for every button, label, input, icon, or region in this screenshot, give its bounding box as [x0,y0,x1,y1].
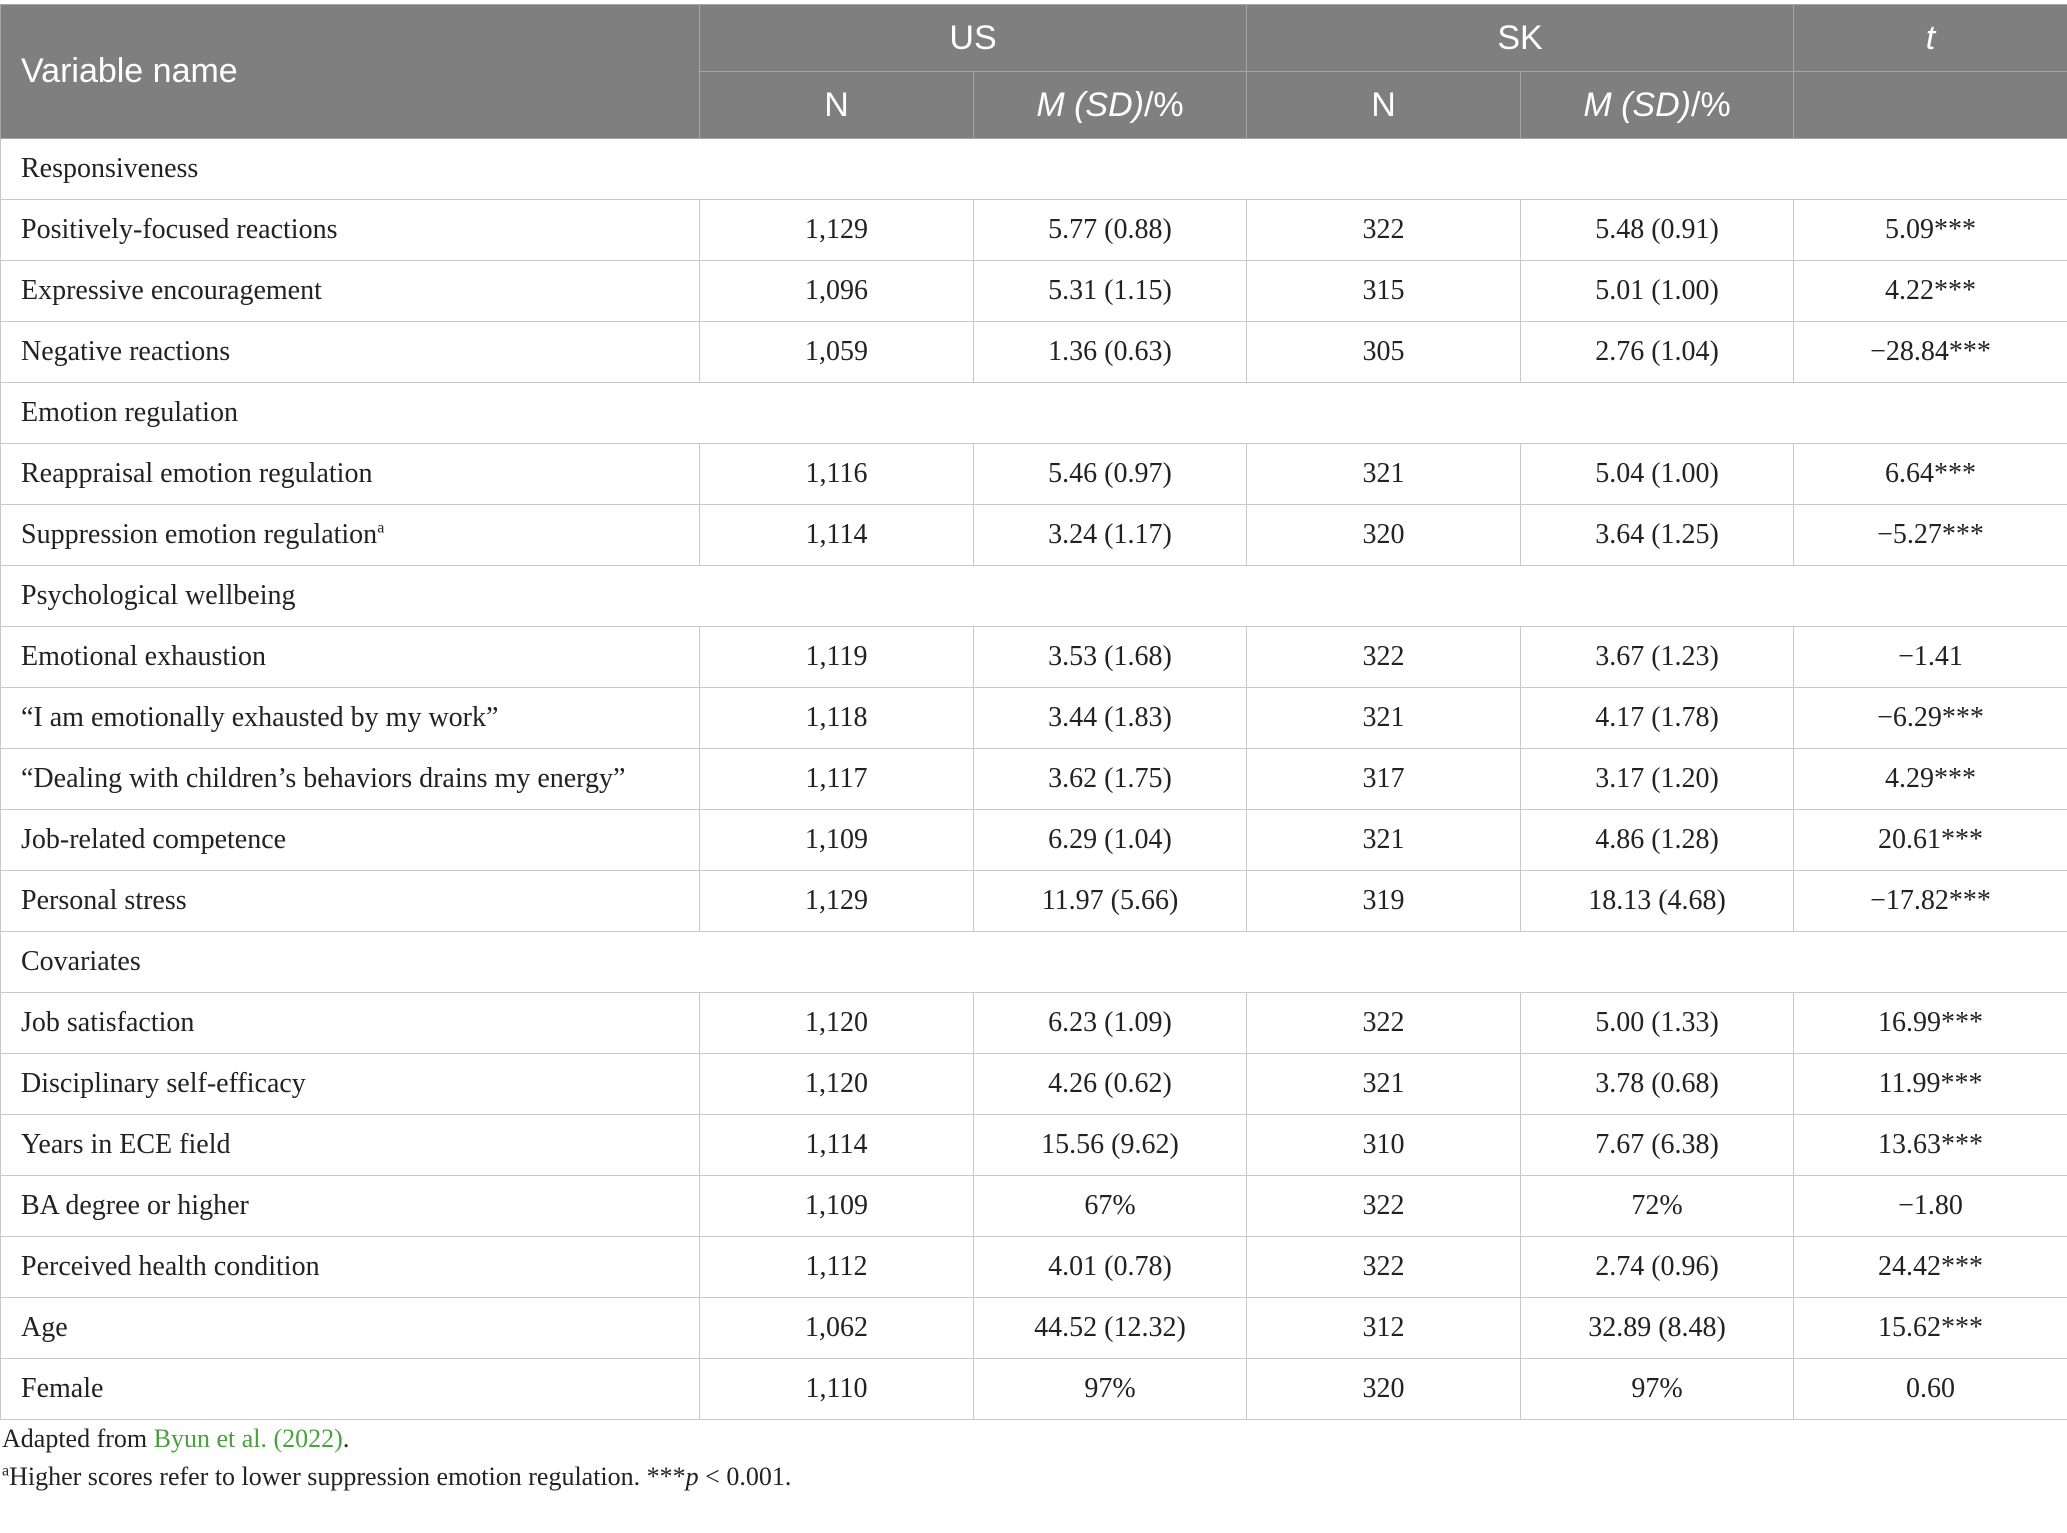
us-msd-cell: 67% [974,1176,1247,1237]
table-row [1,322,2067,383]
sk-n-cell: 321 [1247,444,1521,505]
us-n-cell: 1,059 [700,322,974,383]
sk-n-cell: 312 [1247,1298,1521,1359]
sk-msd-cell: 3.67 (1.23) [1521,627,1794,688]
us-n-cell: 1,114 [700,1115,974,1176]
section-title: Psychological wellbeing [1,566,2067,627]
section-row [1,139,2067,200]
variable-label [1,200,700,261]
footnote-marker: a [377,519,385,537]
variable-label-text: Age [21,1312,68,1343]
t-value-cell: −1.80 [1794,1176,2067,1237]
t-value-cell: −6.29*** [1794,688,2067,749]
sk-msd-cell: 3.64 (1.25) [1521,505,1794,566]
us-n-cell: 1,118 [700,688,974,749]
msd-label: M (SD) [1036,85,1144,124]
percent-suffix: /% [1691,85,1731,124]
header-sk-msd [1521,72,1794,139]
variable-label [1,1176,700,1237]
header-t: t [1794,5,2067,72]
header-variable-name: Variable name [1,5,700,139]
sk-msd-cell: 18.13 (4.68) [1521,871,1794,932]
variable-label [1,444,700,505]
us-n-cell: 1,129 [700,871,974,932]
variable-label [1,322,700,383]
sk-n-cell: 321 [1247,688,1521,749]
sk-msd-cell: 32.89 (8.48) [1521,1298,1794,1359]
us-msd-cell: 11.97 (5.66) [974,871,1247,932]
header-sk-n: N [1247,72,1521,139]
header-group-us: US [700,5,1247,72]
variable-label-text: Years in ECE field [21,1129,231,1160]
table-row [1,688,2067,749]
table-row [1,200,2067,261]
sk-msd-cell: 5.48 (0.91) [1521,200,1794,261]
variable-label-text: Job satisfaction [21,1007,195,1038]
variable-label [1,627,700,688]
us-msd-cell: 44.52 (12.32) [974,1298,1247,1359]
table-row [1,261,2067,322]
sk-msd-cell: 4.86 (1.28) [1521,810,1794,871]
sk-msd-cell: 5.01 (1.00) [1521,261,1794,322]
variable-label [1,1359,700,1420]
variable-label [1,261,700,322]
table-row [1,749,2067,810]
adapted-suffix: . [342,1424,350,1453]
variable-label-text: Female [21,1373,104,1404]
variable-label [1,1054,700,1115]
sk-msd-cell: 5.00 (1.33) [1521,993,1794,1054]
citation-link[interactable]: Byun et al. (2022) [153,1424,343,1453]
sk-msd-cell: 72% [1521,1176,1794,1237]
table-notes [0,1420,2067,1496]
sk-n-cell: 322 [1247,627,1521,688]
sk-n-cell: 322 [1247,1176,1521,1237]
section-row [1,566,2067,627]
variable-label-text: Job-related competence [21,824,287,855]
table-row [1,444,2067,505]
section-title: Emotion regulation [1,383,2067,444]
t-value-cell: 6.64*** [1794,444,2067,505]
variable-label-text: Reappraisal emotion regulation [21,458,373,489]
us-msd-cell: 15.56 (9.62) [974,1115,1247,1176]
sk-n-cell: 321 [1247,1054,1521,1115]
t-value-cell: −5.27*** [1794,505,2067,566]
t-value-cell: −28.84*** [1794,322,2067,383]
us-n-cell: 1,114 [700,505,974,566]
variable-label-text: “Dealing with children’s behaviors drains my energy” [21,763,626,794]
us-n-cell: 1,129 [700,200,974,261]
variable-label [1,1298,700,1359]
t-value-cell: 24.42*** [1794,1237,2067,1298]
us-msd-cell: 5.31 (1.15) [974,261,1247,322]
us-msd-cell: 5.46 (0.97) [974,444,1247,505]
variable-label-text: Emotional exhaustion [21,641,266,672]
us-n-cell: 1,062 [700,1298,974,1359]
us-n-cell: 1,109 [700,1176,974,1237]
adapted-note [2,1420,2067,1458]
variable-label [1,993,700,1054]
variable-label [1,810,700,871]
footnote-mark: a [2,1462,10,1480]
t-value-cell: 5.09*** [1794,200,2067,261]
us-msd-cell: 3.62 (1.75) [974,749,1247,810]
footnote [2,1458,2067,1496]
us-msd-cell: 3.24 (1.17) [974,505,1247,566]
t-value-cell: 0.60 [1794,1359,2067,1420]
variable-label-text: Negative reactions [21,336,231,367]
variable-label [1,871,700,932]
section-row [1,383,2067,444]
table-row [1,1054,2067,1115]
sk-msd-cell: 5.04 (1.00) [1521,444,1794,505]
t-value-cell: 4.22*** [1794,261,2067,322]
sk-n-cell: 322 [1247,993,1521,1054]
table-row [1,1237,2067,1298]
table-body [1,139,2067,1420]
header-us-msd [974,72,1247,139]
us-n-cell: 1,096 [700,261,974,322]
table-row [1,1115,2067,1176]
us-msd-cell: 6.29 (1.04) [974,810,1247,871]
variable-label-text: “I am emotionally exhausted by my work” [21,702,499,733]
msd-label: M (SD) [1583,85,1691,124]
variable-label-text: Disciplinary self-efficacy [21,1068,306,1099]
sk-n-cell: 315 [1247,261,1521,322]
header-t-empty [1794,72,2067,139]
table-row [1,1298,2067,1359]
us-n-cell: 1,110 [700,1359,974,1420]
header-group-sk: SK [1247,5,1794,72]
sk-msd-cell: 3.17 (1.20) [1521,749,1794,810]
us-msd-cell: 3.53 (1.68) [974,627,1247,688]
table-row [1,1176,2067,1237]
us-msd-cell: 4.01 (0.78) [974,1237,1247,1298]
table-row [1,871,2067,932]
sk-n-cell: 322 [1247,200,1521,261]
sk-msd-cell: 97% [1521,1359,1794,1420]
sk-msd-cell: 3.78 (0.68) [1521,1054,1794,1115]
header-row-groups [1,5,2067,72]
sk-n-cell: 310 [1247,1115,1521,1176]
section-row [1,932,2067,993]
us-n-cell: 1,120 [700,993,974,1054]
footnote-text: Higher scores refer to lower suppression emotion regulation. *** [9,1462,686,1491]
table-row [1,993,2067,1054]
us-n-cell: 1,112 [700,1237,974,1298]
variable-label-text: Personal stress [21,885,187,916]
descriptive-statistics-table [0,4,2067,1420]
t-value-cell: −1.41 [1794,627,2067,688]
t-value-cell: 16.99*** [1794,993,2067,1054]
us-msd-cell: 4.26 (0.62) [974,1054,1247,1115]
sk-msd-cell: 2.74 (0.96) [1521,1237,1794,1298]
variable-label-text: Expressive encouragement [21,275,322,306]
sk-n-cell: 320 [1247,1359,1521,1420]
table-row [1,1359,2067,1420]
table-container [0,4,2067,1496]
t-value-cell: 20.61*** [1794,810,2067,871]
us-msd-cell: 3.44 (1.83) [974,688,1247,749]
table-row [1,810,2067,871]
variable-label [1,688,700,749]
t-value-cell: 15.62*** [1794,1298,2067,1359]
sk-n-cell: 321 [1247,810,1521,871]
sk-n-cell: 319 [1247,871,1521,932]
footnote-tail: < 0.001. [698,1462,792,1491]
variable-label [1,749,700,810]
t-value-cell: 11.99*** [1794,1054,2067,1115]
variable-label-text: Perceived health condition [21,1251,320,1282]
t-value-cell: 13.63*** [1794,1115,2067,1176]
sk-n-cell: 305 [1247,322,1521,383]
us-n-cell: 1,119 [700,627,974,688]
variable-label-text: BA degree or higher [21,1190,249,1221]
sk-msd-cell: 4.17 (1.78) [1521,688,1794,749]
table-row [1,505,2067,566]
us-msd-cell: 1.36 (0.63) [974,322,1247,383]
us-n-cell: 1,117 [700,749,974,810]
header-us-n: N [700,72,974,139]
section-title: Responsiveness [1,139,2067,200]
sk-n-cell: 317 [1247,749,1521,810]
sk-msd-cell: 2.76 (1.04) [1521,322,1794,383]
table-row [1,627,2067,688]
adapted-prefix: Adapted from [2,1424,154,1453]
variable-label-text: Suppression emotion regulation [21,519,378,550]
us-n-cell: 1,120 [700,1054,974,1115]
sk-n-cell: 320 [1247,505,1521,566]
us-msd-cell: 6.23 (1.09) [974,993,1247,1054]
percent-suffix: /% [1143,85,1184,124]
us-n-cell: 1,109 [700,810,974,871]
variable-label [1,505,700,566]
footnote-p: p [685,1462,699,1491]
us-msd-cell: 97% [974,1359,1247,1420]
t-value-cell: −17.82*** [1794,871,2067,932]
us-n-cell: 1,116 [700,444,974,505]
variable-label [1,1237,700,1298]
sk-n-cell: 322 [1247,1237,1521,1298]
sk-msd-cell: 7.67 (6.38) [1521,1115,1794,1176]
us-msd-cell: 5.77 (0.88) [974,200,1247,261]
variable-label [1,1115,700,1176]
t-value-cell: 4.29*** [1794,749,2067,810]
section-title: Covariates [1,932,2067,993]
variable-label-text: Positively-focused reactions [21,214,338,245]
